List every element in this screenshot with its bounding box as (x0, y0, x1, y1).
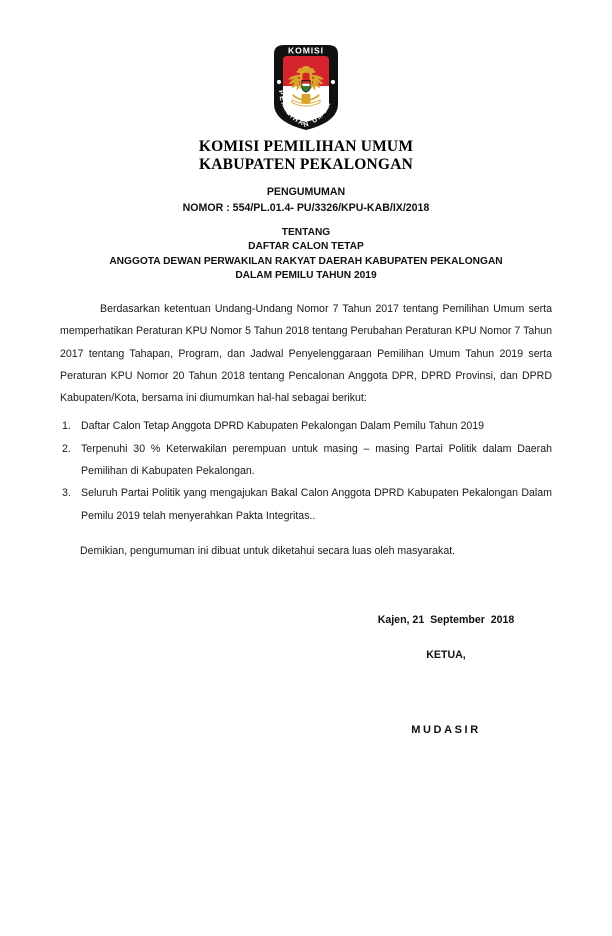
logo-container (0, 38, 612, 134)
kpu-garuda-emblem-icon (267, 38, 345, 134)
list-item (60, 438, 552, 483)
opening-paragraph: Berdasarkan ketentuan Undang-Undang Nomor 7 Tahun 2017 tentang Pemilihan Umum serta memperhatikan Peraturan KPU Nomor 5 Tahun 2018 tentang Perubahan Peraturan KPU Nomor 7 Tahun 2017 tentang Tahapan, Program, dan Jadwal Penyelenggaraan Pemilihan Umum Tahun 2019 serta Peraturan KPU Nomor 20 Tahun 2018 tentang Pencalonan Anggota DPR, DPRD Provinsi, dan DPRD Kabupaten/Kota, bersama ini diumumkan hal-hal sebagai berikut: (60, 303, 552, 405)
svg-text:PEMILIHAN UMUM: PEMILIHAN UMUM (276, 89, 333, 130)
signature-role: KETUA, (426, 649, 466, 661)
closing-paragraph: Demikian, pengumuman ini dibuat untuk diketahui secara luas oleh masyarakat. (80, 544, 456, 557)
list-item-marker: 1. (62, 420, 71, 433)
notice-number: NOMOR : 554/PL.01.4- PU/3326/KPU-KAB/IX/2018 (182, 201, 430, 214)
list-item (60, 482, 552, 527)
subject-label: TENTANG (281, 227, 331, 238)
organization-title (0, 138, 612, 173)
list-item-marker: 2. (62, 442, 71, 455)
signature-block (340, 612, 552, 736)
subject-heading (0, 226, 612, 283)
list-item-marker: 3. (62, 487, 71, 500)
svg-text:KOMISI: KOMISI (288, 45, 324, 56)
org-title-line-1: KOMISI PEMILIHAN UMUM (198, 138, 414, 155)
document-body (60, 298, 552, 562)
signature-name: MUDASIR (411, 724, 481, 736)
list-item-text: Daftar Calon Tetap Anggota DPRD Kabupaten Pekalongan Dalam Pemilu Tahun 2019 (81, 420, 485, 433)
signature-place-date: Kajen, 21 September 2018 (377, 614, 515, 626)
notice-heading (0, 185, 612, 216)
announcement-list (60, 415, 552, 526)
subject-line-3: DALAM PEMILU TAHUN 2019 (235, 269, 377, 281)
list-item-text: Terpenuhi 30 % Keterwakilan perempuan untuk masing – masing Partai Politik dalam Daerah Pemilihan di Kabupaten Pekalongan. (81, 442, 552, 478)
list-item (60, 415, 552, 437)
subject-line-1: DAFTAR CALON TETAP (248, 241, 364, 253)
org-title-line-2: KABUPATEN PEKALONGAN (199, 155, 413, 173)
list-item-text: Seluruh Partai Politik yang mengajukan Bakal Calon Anggota DPRD Kabupaten Pekalongan Dalam Pemilu 2019 telah menyerahkan Pakta Integritas.. (81, 487, 552, 522)
notice-title: PENGUMUMAN (266, 186, 346, 198)
subject-line-2: ANGGOTA DEWAN PERWAKILAN RAKYAT DAERAH KABUPATEN PEKALONGAN (109, 255, 503, 267)
